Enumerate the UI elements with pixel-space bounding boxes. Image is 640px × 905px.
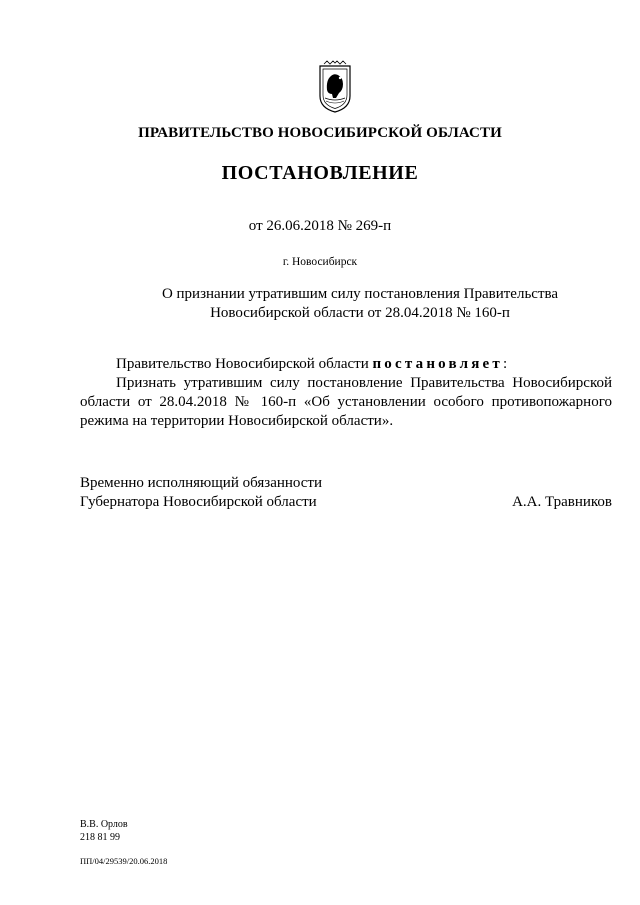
signer-title-line: Временно исполняющий обязанности <box>80 475 323 491</box>
executor-info <box>80 818 128 844</box>
document-code: ПП/04/29539/20.06.2018 <box>80 856 168 866</box>
subject-line: Новосибирской области от 28.04.2018 № 160-п <box>210 305 510 321</box>
signer-title-line: Губернатора Новосибирской области <box>80 494 317 510</box>
preamble-colon: : <box>502 356 508 372</box>
preamble-verb: постановляет <box>372 356 503 372</box>
document-subject <box>80 285 640 323</box>
document-type: ПОСТАНОВЛЕНИЕ <box>221 162 419 184</box>
resolution-paragraph: Признать утратившим силу постановление Правительства Новосибирской области от 28.04.2018 № 160-п «Об установлении особого противопожарного режима на территории Новосибирской области». <box>80 375 612 429</box>
executor-name: В.В. Орлов <box>80 819 128 830</box>
date-number: от 26.06.2018 № 269-п <box>248 218 392 234</box>
preamble-text: Правительство Новосибирской области <box>116 356 373 372</box>
organization-name: ПРАВИТЕЛЬСТВО НОВОСИБИРСКОЙ ОБЛАСТИ <box>138 125 502 141</box>
city: г. Новосибирск <box>282 256 358 268</box>
signer-name: А.А. Травников <box>512 494 612 510</box>
signature-block <box>80 474 612 512</box>
executor-phone: 218 81 99 <box>80 832 120 843</box>
coat-of-arms-icon <box>316 60 354 114</box>
document-body <box>80 355 612 431</box>
subject-line: О признании утратившим силу постановления Правительства <box>161 286 559 302</box>
preamble <box>80 355 612 374</box>
